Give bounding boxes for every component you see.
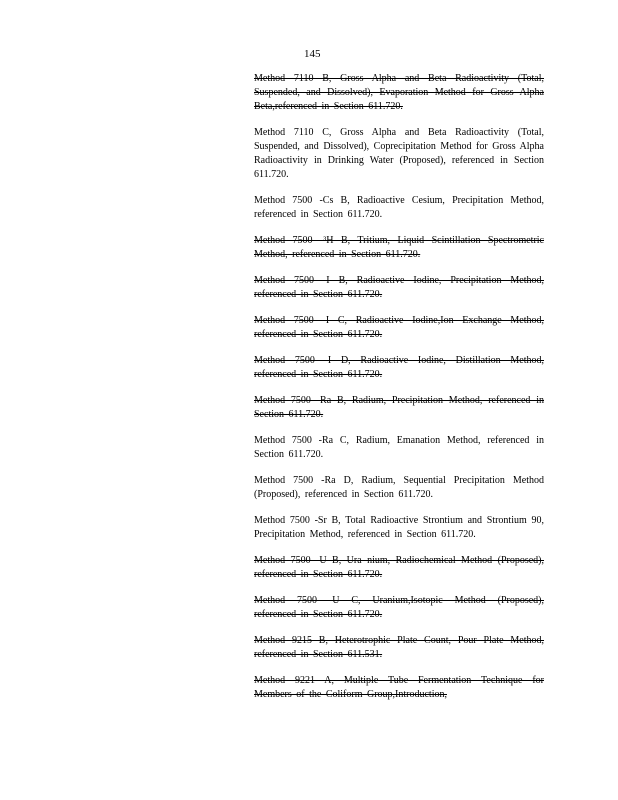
method-entry: Method 9215 B, Heterotrophic Plate Count, Pour Plate Method, referenced in Section 611.531.: [254, 635, 544, 660]
method-entry: Method 7500 -I D, Radioactive Iodine, Distillation Method, referenced in Section 611.720.: [254, 355, 544, 380]
method-entry: Method 7500 -U B, Ura nium, Radiochemical Method (Proposed), referenced in Section 611.720.: [254, 555, 544, 580]
method-entry: Method 7500 -Cs B, Radioactive Cesium, Precipitation Method, referenced in Section 611.720.: [254, 195, 544, 220]
method-entry: Method 7500 -Sr B, Total Radioactive Strontium and Strontium 90, Precipitation Method, referenced in Section 611.720.: [254, 515, 544, 540]
method-entry: Method 7500 -Ra D, Radium, Sequential Precipitation Method (Proposed), referenced in Section 611.720.: [254, 475, 544, 500]
method-entry: Method 7110 C, Gross Alpha and Beta Radioactivity (Total, Suspended, and Dissolved), Coprecipitation Method for Gross Alpha Radioactivity in Drinking Water (Proposed), referenced in Section 611.720.: [254, 127, 544, 180]
method-entry: Method 7500 -U C, Uranium,Isotopic Method (Proposed), referenced in Section 611.720.: [254, 595, 544, 620]
method-entry: Method 7110 B, Gross Alpha and Beta Radioactivity (Total, Suspended, and Dissolved), Evaporation Method for Gross Alpha Beta,referenced in Section 611.720.: [254, 73, 544, 112]
method-entry: Method 7500 -Ra C, Radium, Emanation Method, referenced in Section 611.720.: [254, 435, 544, 460]
method-entry: Method 7500 -³H B, Tritium, Liquid Scintillation Spectrometric Method, referenced in Section 611.720.: [254, 235, 544, 260]
method-entry: Method 9221 A, Multiple Tube Fermentation Technique for Members of the Coliform Group,Introduction,: [254, 675, 544, 700]
method-entry: Method 7500 -Ra B, Radium, Precipitation Method, referenced in Section 611.720.: [254, 395, 544, 420]
method-entry: Method 7500 -I B, Radioactive Iodine, Precipitation Method, referenced in Section 611.720.: [254, 275, 544, 300]
method-list: [254, 72, 544, 714]
page-number: 145: [304, 48, 321, 60]
method-entry: Method 7500 -I C, Radioactive Iodine,Ion Exchange Method, referenced in Section 611.720.: [254, 315, 544, 340]
